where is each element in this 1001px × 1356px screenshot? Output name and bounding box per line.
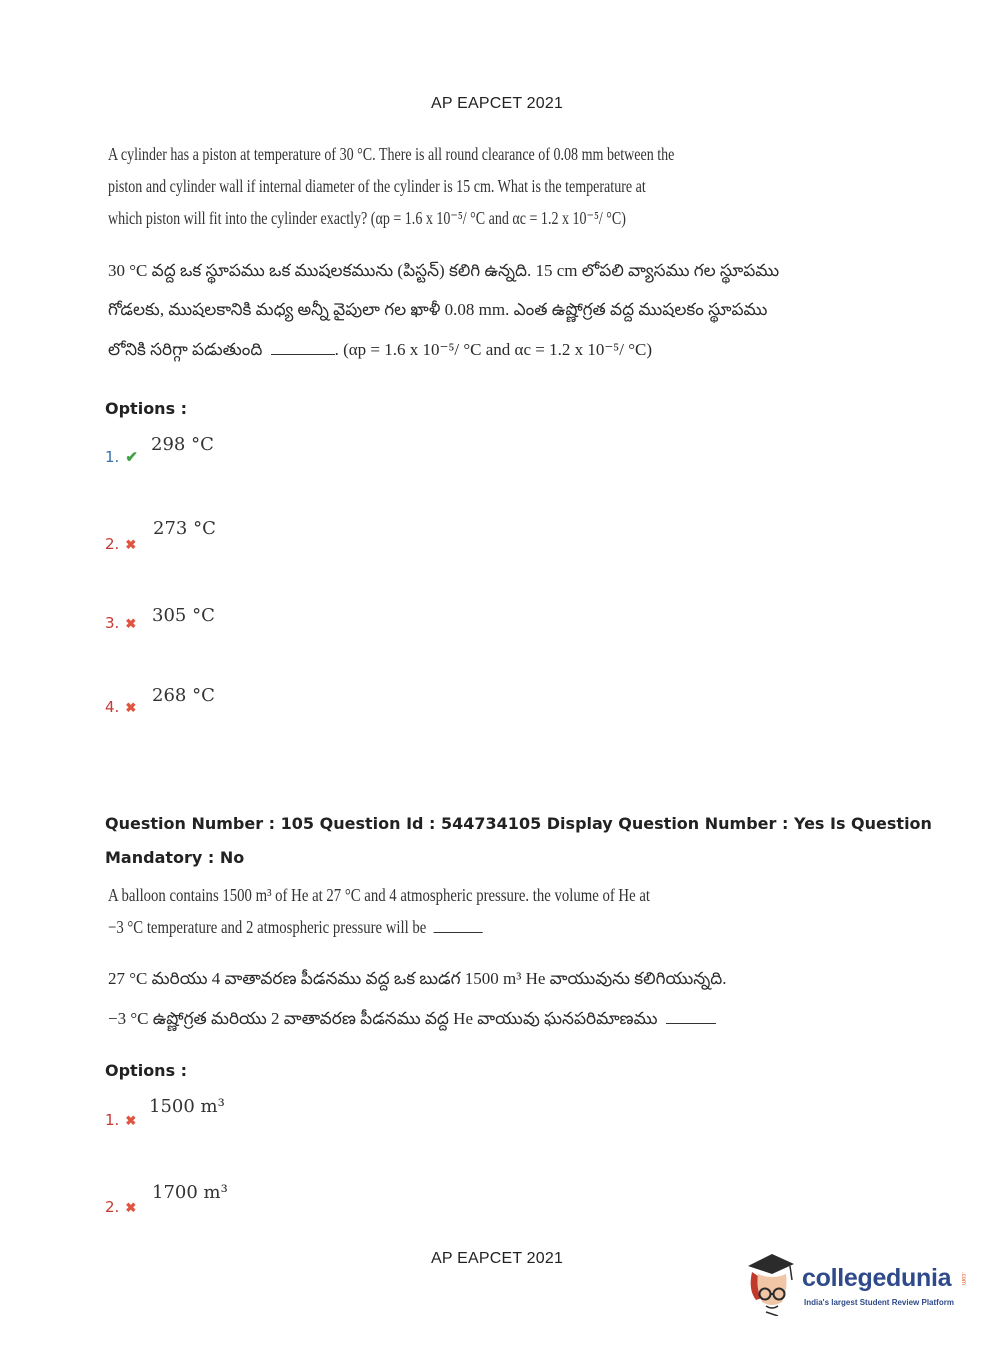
question-104-telugu-line-3-constants: . (αp = 1.6 x 10⁻⁵/ °C and αc = 1.2 x 10⁻⁵/ °C) [334,340,652,359]
options-heading: Options : [105,399,188,418]
option-number: 3. [105,614,120,632]
option-item [105,614,136,633]
option-value: 298 °C [151,434,214,455]
answer-blank [271,354,335,355]
cross-icon: ✖ [125,537,137,552]
page-header-title: AP EAPCET 2021 [431,95,564,112]
question-105-telugu-line-2-text: −3 °C ఉష్ణోగ్రత మరియు 2 వాతావరణ పీడనము వద్ద He వాయువు ఘనపరిమాణము [108,1009,658,1028]
question-105-telugu-line-1: 27 °C మరియు 4 వాతావరణ పీడనము వద్ద ఒక బుడగ 1500 m³ He వాయువును కలిగియున్నది. [108,969,727,988]
mascot-icon [742,1250,800,1316]
page-footer-title: AP EAPCET 2021 [431,1250,564,1267]
question-104-english-line-3: which piston will fit into the cylinder exactly? (αp = 1.6 x 10⁻⁵/ °C and αc = 1.2 x 10⁻⁵/ °C) [108,208,626,228]
check-icon: ✔ [125,449,138,466]
question-105-english-line-2-text: −3 °C temperature and 2 atmospheric pressure will be [108,917,427,937]
question-104-english-line-1: A cylinder has a piston at temperature of 30 °C. There is all round clearance of 0.08 mm between the [108,144,675,164]
question-105-english-line-1: A balloon contains 1500 m³ of He at 27 °C and 4 atmospheric pressure. the volume of He at [108,885,650,905]
option-item [105,1111,136,1130]
cross-icon: ✖ [125,616,137,631]
option-value: 268 °C [152,685,215,706]
cross-icon: ✖ [125,1113,137,1128]
options-heading: Options : [105,1061,188,1080]
cross-icon: ✖ [125,1200,137,1215]
question-104-english-line-2: piston and cylinder wall if internal diameter of the cylinder is 15 cm. What is the temperature at [108,176,646,196]
question-104-telugu-line-1: 30 °C వద్ద ఒక స్థూపము ఒక ముషలకమును (పిస్టన్) కలిగి ఉన్నది. 15 cm లోపలి వ్యాసము గల స్థూపము [108,261,780,280]
collegedunia-logo [742,1248,972,1318]
question-104-telugu-line-2: గోడలకు, ముషలకానికి మధ్య అన్నీ వైపులా గల ఖాళీ 0.08 mm. ఎంత ఉష్ణోగ్రత వద్ద ముషలకం స్థూపము [108,300,768,319]
answer-blank [666,1023,716,1024]
question-meta-line-2: Mandatory : No [105,848,245,867]
option-value: 305 °C [152,605,215,626]
option-number: 2. [105,1198,120,1216]
logo-tagline: India's largest Student Review Platform [804,1298,954,1307]
question-104-telugu-line-3 [108,339,652,361]
question-meta-line-1: Question Number : 105 Question Id : 544734105 Display Question Number : Yes Is Question [105,814,932,833]
option-value: 1700 m³ [152,1182,228,1203]
option-item [105,1198,136,1217]
option-value: 1500 m³ [149,1096,225,1117]
logo-domain: .com [960,1272,966,1286]
logo-wordmark: collegedunia [802,1264,952,1292]
question-105-english-line-2 [108,916,483,938]
option-number: 2. [105,535,120,553]
question-104-telugu-line-3-text: లోనికి సరిగ్గా పడుతుంది [108,340,263,359]
option-number: 1. [105,1111,120,1129]
option-item [105,448,138,467]
option-number: 1. [105,448,120,466]
cross-icon: ✖ [125,700,137,715]
option-value: 273 °C [153,518,216,539]
answer-blank [433,932,482,933]
option-number: 4. [105,698,120,716]
question-105-telugu-line-2 [108,1008,716,1030]
option-item [105,698,136,717]
option-item [105,535,136,554]
